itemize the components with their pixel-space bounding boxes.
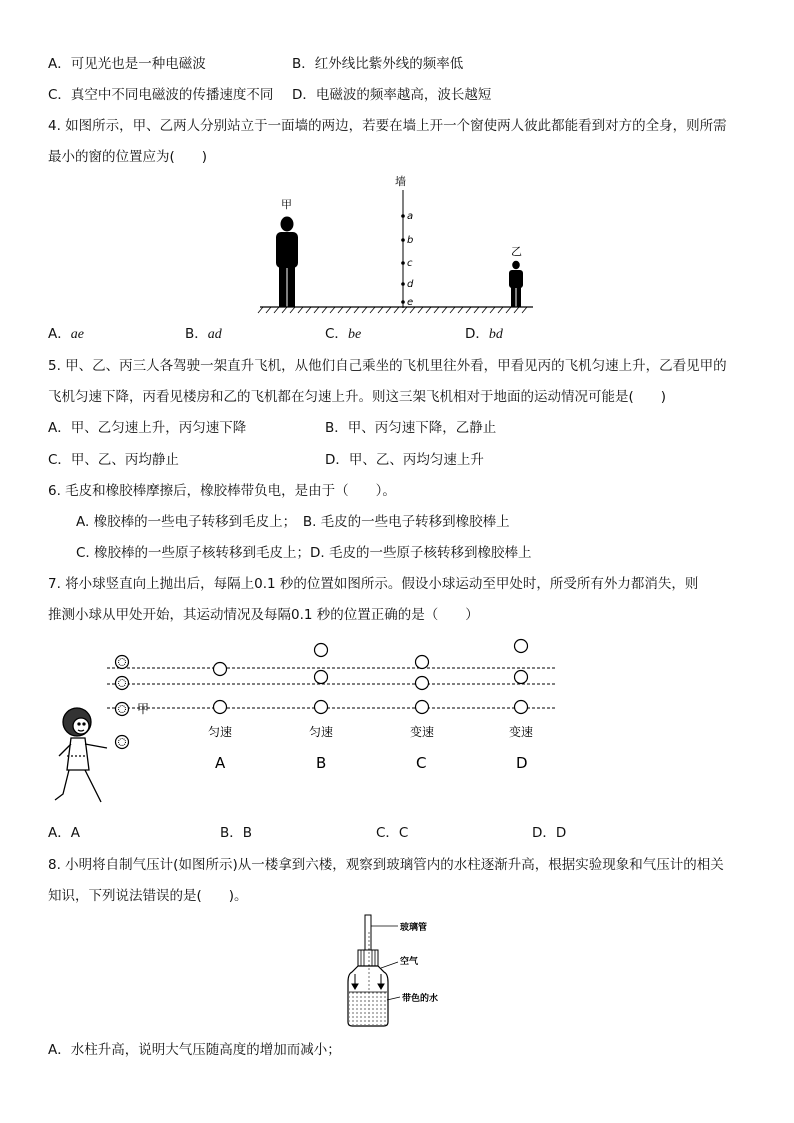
- q8-stem-line1: 8. 小明将自制气压计(如图所示)从一楼拿到六楼，观察到玻璃管内的水柱逐渐升高，根据实验现象和气压计的相关: [48, 857, 724, 873]
- q6-options-cd: C. 橡胶棒的一些原子核转移到毛皮上；D. 毛皮的一些原子核转移到橡胶棒上: [76, 545, 532, 561]
- q5-option-c: C．甲、乙、丙均静止: [48, 452, 179, 468]
- q5-option-b: B．甲、丙匀速下降，乙静止: [325, 420, 497, 436]
- jia-label: 甲: [281, 198, 292, 211]
- point-b: b: [407, 235, 414, 246]
- option-a-balls: [214, 663, 227, 714]
- q4-wall-figure: [255, 168, 540, 318]
- option-d-balls: [515, 640, 528, 714]
- option-a-motion: 匀速: [208, 725, 233, 739]
- option-d-letter: D: [516, 754, 528, 772]
- q4-option-b: B．ad: [185, 326, 222, 342]
- q4-option-c: C．be: [325, 326, 362, 342]
- option-c-motion: 变速: [410, 725, 435, 739]
- q7-option-a: A．A: [48, 825, 80, 841]
- q3-option-a: A．可见光也是一种电磁波: [48, 56, 206, 72]
- point-c: c: [407, 258, 413, 269]
- q7-ball-figure: [45, 632, 565, 812]
- point-d: d: [407, 279, 414, 290]
- option-b-motion: 匀速: [309, 725, 334, 739]
- q8-option-a: A．水柱升高，说明大气压随高度的增加而减小；: [48, 1042, 341, 1058]
- thrown-balls: [116, 656, 129, 749]
- option-a-letter: A: [215, 754, 226, 772]
- q3-option-c: C．真空中不同电磁波的传播速度不同: [48, 87, 274, 103]
- q7-option-b: B．B: [220, 825, 253, 841]
- q5-stem-line1: 5. 甲、乙、丙三人各驾驶一架直升飞机，从他们自己乘坐的飞机里往外看，甲看见丙的飞机匀速上升，乙看见甲的: [48, 358, 727, 374]
- q6-options-ab: A. 橡胶棒的一些电子转移到毛皮上； B. 毛皮的一些电子转移到橡胶棒上: [76, 514, 510, 530]
- option-b-letter: B: [316, 754, 327, 772]
- yi-label: 乙: [511, 245, 522, 258]
- q3-option-b: B．红外线比紫外线的频率低: [292, 56, 464, 72]
- q5-stem-line2: 飞机匀速下降，丙看见楼房和乙的飞机都在匀速上升。则这三架飞机相对于地面的运动情况可能是( ): [48, 389, 667, 405]
- q5-option-d: D．甲、乙、丙均匀速上升: [325, 452, 484, 468]
- q8-barometer-figure: [340, 912, 460, 1032]
- q7-stem-line2: 推测小球从甲处开始，其运动情况及每隔0.1 秒的位置正确的是（ ）: [48, 607, 479, 623]
- q6-stem: 6. 毛皮和橡胶棒摩擦后，橡胶棒带负电，是由于（ ）。: [48, 483, 396, 499]
- q7-stem-line1: 7. 将小球竖直向上抛出后，每隔上0.1 秒的位置如图所示。假设小球运动至甲处时，所受所有外力都消失，则: [48, 576, 699, 592]
- option-b-balls: [315, 644, 328, 714]
- air-label: 空气: [400, 957, 419, 967]
- q3-option-d: D．电磁波的频率越高，波长越短: [292, 87, 492, 103]
- q8-stem-line2: 知识，下列说法错误的是( )。: [48, 888, 248, 904]
- point-a: a: [407, 211, 414, 222]
- q4-stem-line1: 4. 如图所示，甲、乙两人分别站立于一面墙的两边，若要在墙上开一个窗使两人彼此都能看到对方的全身，则所需: [48, 118, 727, 134]
- option-d-motion: 变速: [509, 725, 534, 739]
- q4-option-a: A．ae: [48, 326, 84, 342]
- tube-label: 玻璃管: [400, 923, 428, 933]
- wall-label: 墙: [395, 175, 406, 188]
- ground-hatch: [258, 307, 527, 313]
- q4-option-d: D．bd: [465, 326, 503, 342]
- person-yi: [509, 261, 523, 307]
- dashed-lines: [107, 668, 557, 708]
- q7-option-c: C．C: [376, 825, 409, 841]
- person-jia: [276, 217, 298, 308]
- q5-option-a: A．甲、乙匀速上升，丙匀速下降: [48, 420, 247, 436]
- point-e: e: [407, 297, 414, 308]
- q4-stem-line2: 最小的窗的位置应为( ): [48, 149, 208, 165]
- option-c-balls: [416, 656, 429, 714]
- option-c-letter: C: [416, 754, 427, 772]
- q7-option-d: D．D: [532, 825, 567, 841]
- water-label: 带色的水: [402, 994, 439, 1004]
- girl-icon: [55, 708, 107, 802]
- jia-mark: 甲: [137, 702, 150, 716]
